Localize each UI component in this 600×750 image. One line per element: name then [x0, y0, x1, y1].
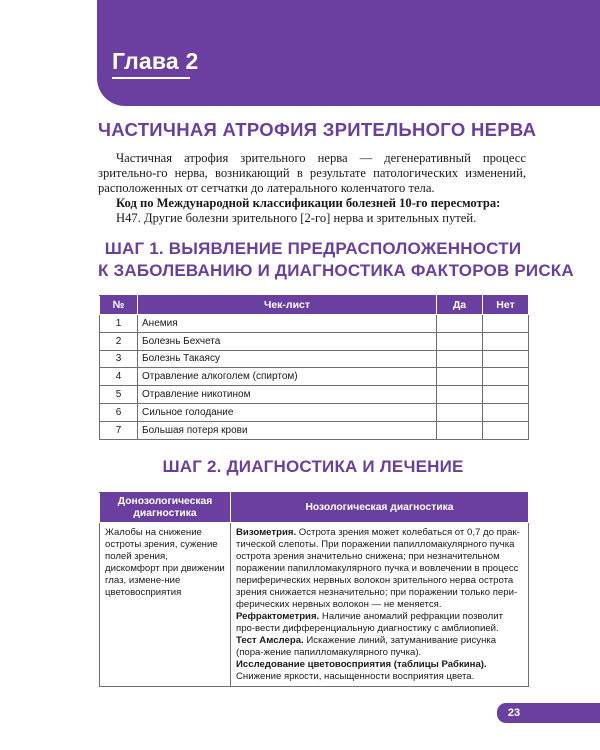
- step1-title-line1: ШАГ 1. ВЫЯВЛЕНИЕ ПРЕДРАСПОЛОЖЕННОСТИ: [104, 239, 522, 258]
- row-no-cell[interactable]: [483, 403, 529, 421]
- row-yes-cell[interactable]: [437, 332, 483, 350]
- table-row: [100, 315, 529, 333]
- icd-label: Код по Международной классификации болезней 10-го пересмотра:: [116, 196, 501, 210]
- row-num: 2: [100, 332, 138, 350]
- nosological-cell: [231, 523, 529, 687]
- row-yes-cell[interactable]: [437, 403, 483, 421]
- table-row: [100, 523, 529, 687]
- section-title: ЧАСТИЧНАЯ АТРОФИЯ ЗРИТЕЛЬНОГО НЕРВА: [98, 119, 537, 140]
- refractometry-label: Рефрактометрия.: [236, 611, 320, 622]
- row-yes-cell[interactable]: [437, 368, 483, 386]
- row-item: Болезнь Бехчета: [138, 332, 437, 350]
- intro-text-block: [98, 151, 526, 226]
- header-yes: Да: [437, 296, 483, 315]
- refractometry-text: Наличие аномалий рефракции позволит про-вести дифференциальную диагностику с амблиопией.: [236, 611, 503, 634]
- row-no-cell[interactable]: [483, 332, 529, 350]
- row-no-cell[interactable]: [483, 386, 529, 404]
- diagnostics-table: [99, 492, 529, 687]
- row-no-cell[interactable]: [483, 350, 529, 368]
- header-item: Чек-лист: [138, 296, 437, 315]
- table-row: [100, 350, 529, 368]
- row-item: Большая потеря крови: [138, 421, 437, 439]
- table-row: [100, 403, 529, 421]
- table-row: [100, 421, 529, 439]
- row-yes-cell[interactable]: [437, 350, 483, 368]
- row-yes-cell[interactable]: [437, 421, 483, 439]
- step2-title: ШАГ 2. ДИАГНОСТИКА И ЛЕЧЕНИЕ: [162, 457, 464, 476]
- color-vision-text: Снижение яркости, насыщенности восприятия цвета.: [236, 671, 475, 682]
- amsler-text: Искажение линий, затуманивание рисунка (пора-жение папилломакулярного пучка).: [236, 635, 497, 658]
- risk-checklist-table: [99, 295, 529, 440]
- row-yes-cell[interactable]: [437, 386, 483, 404]
- row-num: 3: [100, 350, 138, 368]
- step1-title-line2: К ЗАБОЛЕВАНИЮ И ДИАГНОСТИКА ФАКТОРОВ РИСКА: [98, 261, 574, 280]
- visometry-paragraph: [236, 527, 523, 611]
- table-row: [100, 332, 529, 350]
- chapter-title: Глава 2: [112, 48, 199, 74]
- row-no-cell[interactable]: [483, 368, 529, 386]
- header-no: Нет: [483, 296, 529, 315]
- amsler-label: Тест Амслера.: [236, 635, 304, 646]
- row-num: 6: [100, 403, 138, 421]
- row-num: 1: [100, 315, 138, 333]
- row-item: Анемия: [138, 315, 437, 333]
- header-nosological: Нозологическая диагностика: [231, 493, 529, 523]
- row-no-cell[interactable]: [483, 315, 529, 333]
- row-num: 5: [100, 386, 138, 404]
- row-item: Отравление никотином: [138, 386, 437, 404]
- color-vision-label: Исследование цветовосприятия (таблицы Рабкина).: [236, 659, 487, 670]
- visometry-label: Визометрия.: [236, 527, 297, 538]
- table-row: [100, 368, 529, 386]
- chapter-title-underline: [112, 77, 190, 79]
- row-item: Сильное голодание: [138, 403, 437, 421]
- page-number: 23: [507, 707, 521, 719]
- amsler-paragraph: [236, 635, 523, 659]
- visometry-text: Острота зрения может колебаться от 0,7 до прак-тической слепоты. При поражении папилломакулярного пучка острота зрения значительно снижена; при незначительном поражении папилломакулярного пучка и вовлечении в процесс периферических нервных волокон зрительного нерва острота зрения снижается незначительно; при поражении только пери-ферических нервных волокон — не меняется.: [236, 527, 520, 610]
- table-row: [100, 386, 529, 404]
- refractometry-paragraph: [236, 611, 523, 635]
- row-num: 7: [100, 421, 138, 439]
- header-num: №: [100, 296, 138, 315]
- diagnostics-header-row: [100, 493, 529, 523]
- definition-paragraph: Частичная атрофия зрительного нерва — дегенеративный процесс зрительно-го нерва, возникающий в результате патологических изменений, расположенных от сетчатки до латерального коленчатого тела.: [98, 151, 526, 195]
- icd-value: H47. Другие болезни зрительного [2-го] нерва и зрительных путей.: [116, 211, 477, 225]
- row-yes-cell[interactable]: [437, 315, 483, 333]
- color-vision-paragraph: [236, 659, 523, 683]
- row-item: Отравление алкоголем (спиртом): [138, 368, 437, 386]
- row-no-cell[interactable]: [483, 421, 529, 439]
- checklist-header-row: [100, 296, 529, 315]
- prenosological-text: Жалобы на снижение остроты зрения, сужение полей зрения, дискомфорт при движении глаз, измене-ние цветовосприятия: [100, 523, 231, 687]
- row-item: Болезнь Такаясу: [138, 350, 437, 368]
- row-num: 4: [100, 368, 138, 386]
- step1-title: [98, 238, 574, 282]
- header-prenosological: Донозологическая диагностика: [100, 493, 231, 523]
